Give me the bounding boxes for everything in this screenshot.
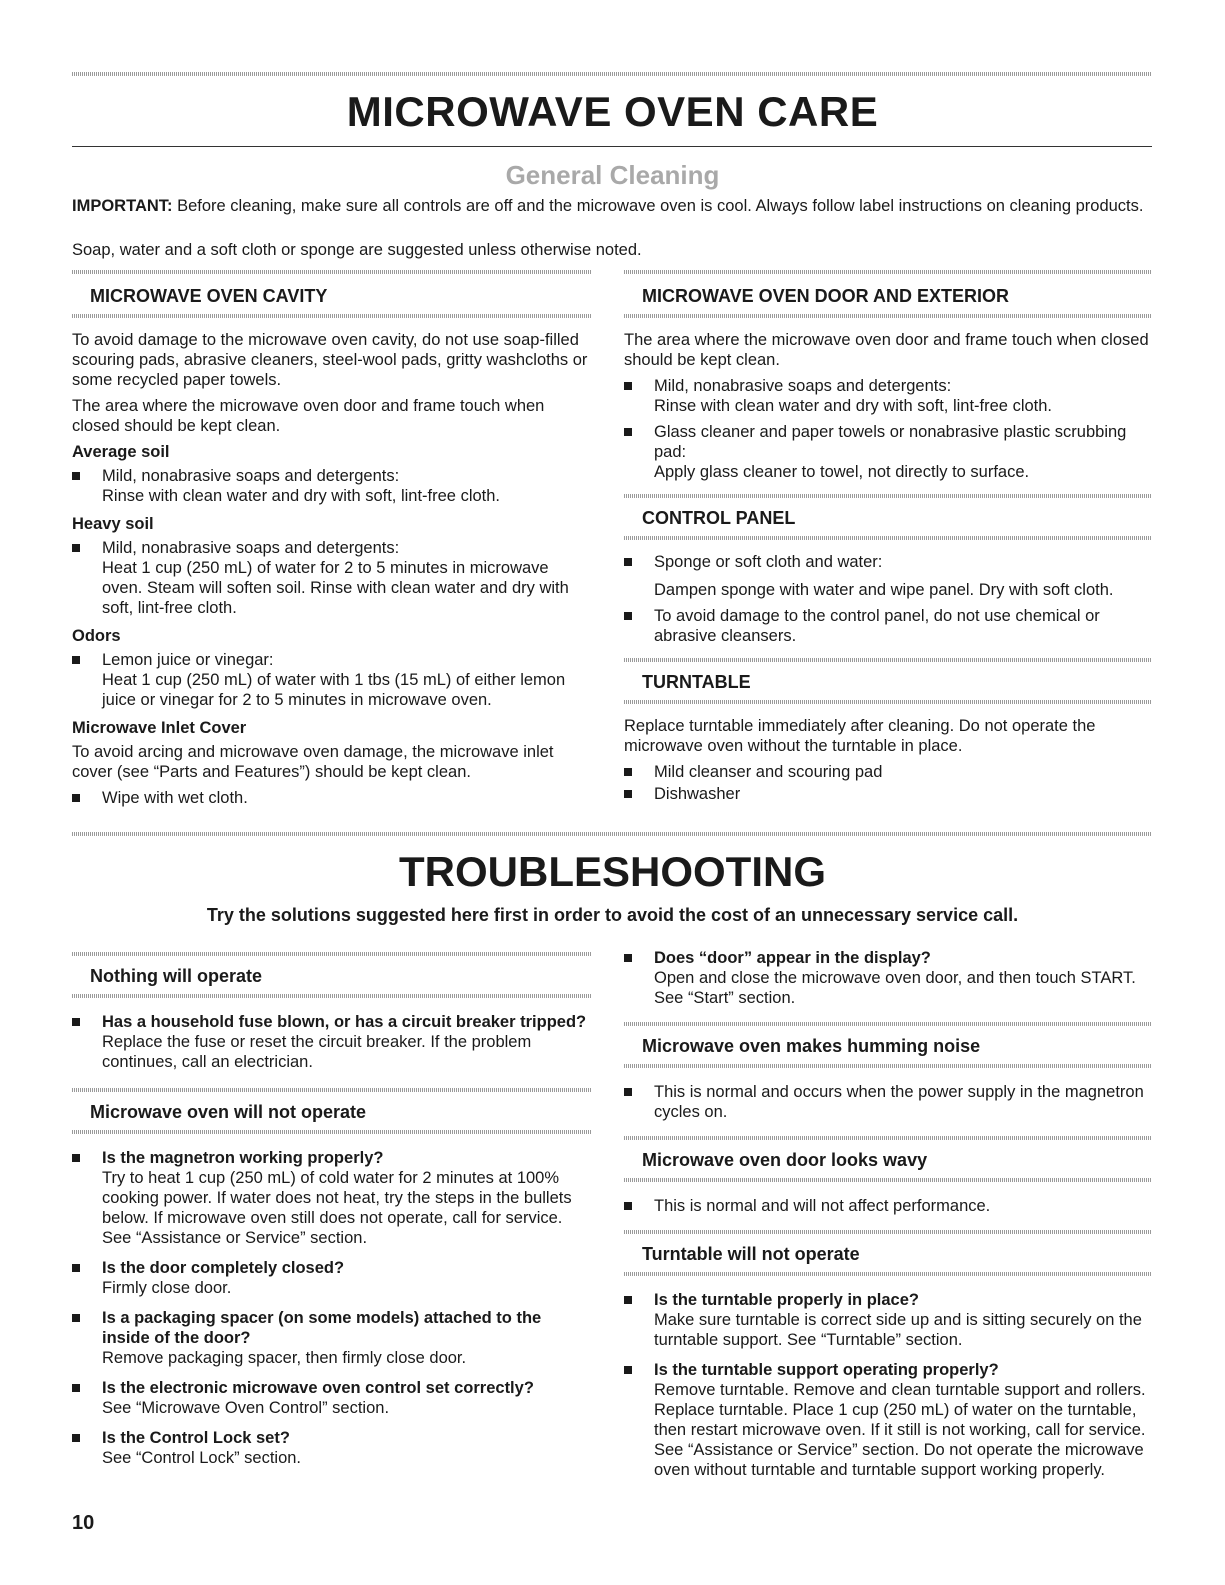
turntable-paragraph: Replace turntable immediately after cleaning. Do not operate the microwave oven without the turntable in place. [624, 717, 1096, 755]
nothing-operates-heading: Nothing will operate [90, 966, 263, 986]
bullet-answer: Remove packaging spacer, then firmly close door. [102, 1349, 467, 1367]
average-soil-label: Average soil [72, 443, 170, 461]
bullet-text: To avoid damage to the control panel, do not use chemical or abrasive cleansers. [654, 607, 1100, 645]
section-rule [624, 270, 1152, 274]
section-rule [72, 952, 592, 956]
page-title: MICROWAVE OVEN CARE [346, 88, 879, 135]
list-item [624, 376, 1152, 416]
cavity-paragraph-2: The area where the microwave oven door and frame touch when closed should be kept clean. [72, 397, 545, 435]
troubleshooting-title: TROUBLESHOOTING [399, 848, 826, 895]
section-rule [72, 994, 592, 998]
turntable-heading: TURNTABLE [642, 672, 751, 692]
section-rule [624, 1022, 1152, 1026]
bullet-text: Dampen sponge with water and wipe panel. Dry with soft cloth. [654, 581, 1114, 599]
list-item [624, 784, 1152, 804]
important-label: IMPORTANT: [72, 197, 173, 215]
list-item [624, 1082, 1152, 1122]
troubleshooting-right-column [624, 948, 1152, 1486]
odors-label: Odors [72, 627, 121, 645]
door-exterior-section [624, 270, 1152, 810]
soap-note: Soap, water and a soft cloth or sponge are suggested unless otherwise noted. [72, 241, 642, 259]
cavity-heading: MICROWAVE OVEN CAVITY [90, 286, 328, 306]
section-rule [624, 1064, 1152, 1068]
bullet-title: Mild, nonabrasive soaps and detergents: [654, 377, 952, 395]
heavy-soil-label: Heavy soil [72, 515, 154, 533]
bullet-answer: Open and close the microwave oven door, and then touch START. See “Start” section. [654, 969, 1136, 1007]
section-rule [624, 494, 1152, 498]
bullet-text: Mild cleanser and scouring pad [654, 763, 883, 781]
list-item [72, 788, 592, 808]
bullet-question: Is the turntable properly in place? [654, 1291, 919, 1309]
section-rule [72, 1088, 592, 1092]
list-item [72, 1012, 592, 1072]
bullet-text: Apply glass cleaner to towel, not directly to surface. [654, 463, 1030, 481]
important-text: Before cleaning, make sure all controls are off and the microwave oven is cool. Always follow label instructions on cleaning products. [172, 197, 1144, 215]
bullet-question: Is a packaging spacer (on some models) attached to the inside of the door? [102, 1309, 542, 1347]
bullet-title: Lemon juice or vinegar: [102, 651, 274, 669]
list-item [72, 1148, 592, 1248]
list-item [72, 1258, 592, 1298]
bullet-title: Mild, nonabrasive soaps and detergents: [102, 539, 400, 557]
section-rule [624, 1178, 1152, 1182]
bullet-answer: Replace the fuse or reset the circuit breaker. If the problem continues, call an electrician. [102, 1033, 532, 1071]
door-wavy-heading: Microwave oven door looks wavy [642, 1150, 928, 1170]
bullet-answer: See “Microwave Oven Control” section. [102, 1399, 390, 1417]
bullet-question: Is the magnetron working properly? [102, 1149, 384, 1167]
bullet-text: This is normal and will not affect performance. [654, 1197, 991, 1215]
list-item [72, 1428, 592, 1468]
turntable-not-operate-heading: Turntable will not operate [642, 1244, 860, 1264]
bullet-title: Glass cleaner and paper towels or nonabrasive plastic scrubbing pad: [654, 423, 1127, 461]
list-item [72, 466, 592, 506]
cavity-paragraph-1: To avoid damage to the microwave oven cavity, do not use soap-filled scouring pads, abrasive cleaners, steel-wool pads, gritty washcloths or some recycled paper towels. [72, 331, 588, 389]
title-underline [72, 146, 1152, 147]
bullet-text: Rinse with clean water and dry with soft, lint-free cloth. [102, 487, 501, 505]
bullet-answer: See “Control Lock” section. [102, 1449, 302, 1467]
section-rule [72, 1130, 592, 1134]
list-item [624, 1196, 1152, 1216]
section-rule [624, 1230, 1152, 1234]
section-rule [624, 314, 1152, 318]
control-panel-heading: CONTROL PANEL [642, 508, 796, 528]
section-rule [624, 658, 1152, 662]
list-item [72, 1378, 592, 1418]
list-item [624, 1360, 1152, 1480]
bullet-text: Dishwasher [654, 785, 741, 803]
bullet-question: Is the Control Lock set? [102, 1429, 290, 1447]
important-note [72, 196, 1152, 216]
bullet-text: Heat 1 cup (250 mL) of water for 2 to 5 minutes in microwave oven. Steam will soften soil. Rinse with clean water and dry with soft, lint-free cloth. [102, 559, 569, 617]
bullet-answer: Make sure turntable is correct side up and is sitting securely on the turntable support. See “Turntable” section. [654, 1311, 1142, 1349]
troubleshooting-left-column [72, 952, 592, 1474]
list-item [72, 538, 592, 618]
bullet-answer: Firmly close door. [102, 1279, 232, 1297]
bullet-question: Has a household fuse blown, or has a circuit breaker tripped? [102, 1013, 587, 1031]
section-rule [624, 1272, 1152, 1276]
section-rule [624, 1136, 1152, 1140]
list-item [624, 606, 1152, 646]
door-exterior-paragraph: The area where the microwave oven door and frame touch when closed should be kept clean. [624, 331, 1149, 369]
bullet-text: Heat 1 cup (250 mL) of water with 1 tbs (15 mL) of either lemon juice or vinegar for 2 to 5 minutes in microwave oven. [102, 671, 566, 709]
cavity-section [72, 270, 592, 814]
bullet-text: Wipe with wet cloth. [102, 789, 248, 807]
bullet-text: Rinse with clean water and dry with soft, lint-free cloth. [654, 397, 1053, 415]
bullet-title: Mild, nonabrasive soaps and detergents: [102, 467, 400, 485]
troubleshooting-subtitle: Try the solutions suggested here first in order to avoid the cost of an unnecessary service call. [206, 905, 1019, 925]
humming-noise-heading: Microwave oven makes humming noise [642, 1036, 981, 1056]
general-cleaning-heading: General Cleaning [505, 160, 720, 190]
section-rule [72, 270, 592, 274]
inlet-paragraph: To avoid arcing and microwave oven damage, the microwave inlet cover (see “Parts and Features”) should be kept clean. [72, 743, 554, 781]
list-item [624, 552, 1152, 600]
bullet-answer: Remove turntable. Remove and clean turntable support and rollers. Replace turntable. Place 1 cup (250 mL) of water on the turntable, then restart microwave oven. If it still is not working, call for service. See “Assistance or Service” section. Do not operate the microwave oven without turntable and turntable support working properly. [654, 1381, 1146, 1479]
section-rule [72, 314, 592, 318]
top-divider [72, 72, 1152, 76]
list-item [624, 948, 1152, 1008]
bullet-answer: Try to heat 1 cup (250 mL) of cold water for 2 minutes at 100% cooking power. If water does not heat, try the steps in the bullets below. If microwave oven still does not operate, call for service. See “Assistance or Service” section. [102, 1169, 572, 1247]
list-item [624, 762, 1152, 782]
door-exterior-heading: MICROWAVE OVEN DOOR AND EXTERIOR [642, 286, 1010, 306]
bullet-title: Sponge or soft cloth and water: [654, 553, 883, 571]
bullet-text: This is normal and occurs when the power supply in the magnetron cycles on. [654, 1083, 1144, 1121]
inlet-cover-label: Microwave Inlet Cover [72, 719, 247, 737]
list-item [72, 650, 592, 710]
section-rule [624, 536, 1152, 540]
list-item [72, 1308, 592, 1368]
mid-divider [72, 832, 1152, 836]
will-not-operate-heading: Microwave oven will not operate [90, 1102, 367, 1122]
bullet-question: Is the door completely closed? [102, 1259, 345, 1277]
bullet-question: Does “door” appear in the display? [654, 949, 931, 967]
section-rule [624, 700, 1152, 704]
page-number: 10 [72, 1512, 95, 1534]
bullet-question: Is the turntable support operating properly? [654, 1361, 999, 1379]
list-item [624, 422, 1152, 482]
list-item [624, 1290, 1152, 1350]
bullet-question: Is the electronic microwave oven control set correctly? [102, 1379, 534, 1397]
